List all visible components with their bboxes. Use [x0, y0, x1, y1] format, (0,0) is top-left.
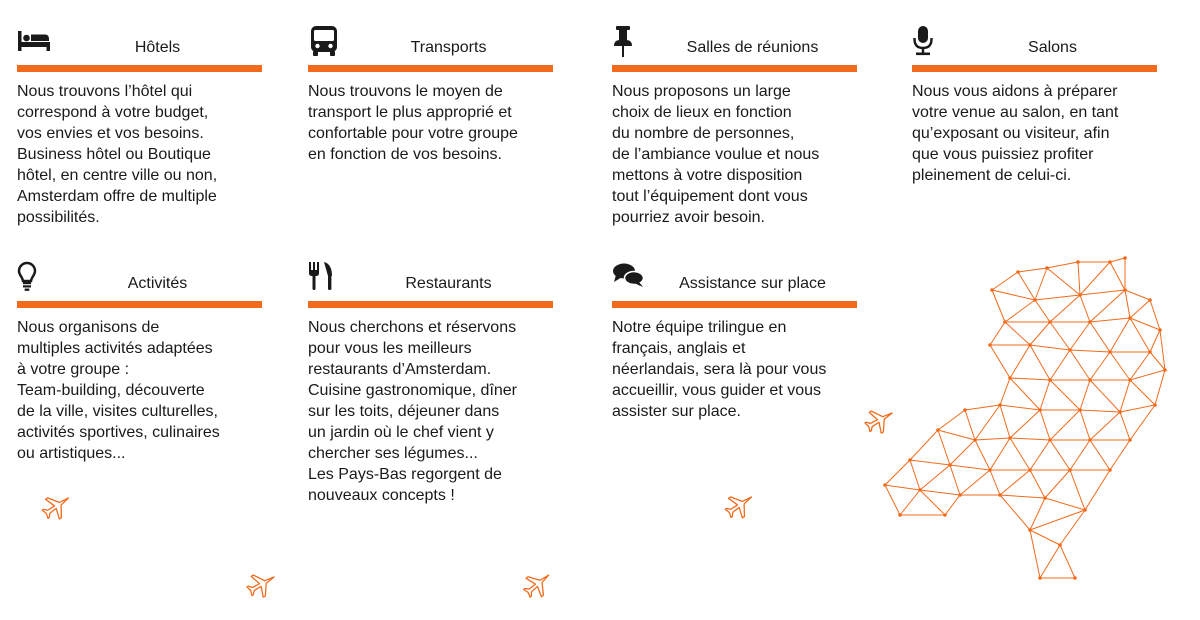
map-edge: [950, 465, 990, 470]
map-edge: [1030, 322, 1050, 345]
card-header: [912, 25, 1157, 65]
map-edge: [1030, 498, 1045, 530]
map-node: [1128, 378, 1132, 382]
map-edge: [1090, 380, 1120, 412]
map-edge: [1090, 290, 1125, 322]
map-node: [936, 428, 940, 432]
map-node: [1076, 260, 1080, 264]
map-node: [1068, 468, 1072, 472]
map-edge: [1150, 330, 1160, 352]
map-edge: [950, 440, 975, 465]
map-edge: [975, 438, 1010, 440]
card-header: [308, 25, 553, 65]
map-node: [1033, 298, 1037, 302]
bed-icon: [17, 25, 51, 59]
map-edge: [1130, 405, 1155, 440]
map-edge: [900, 490, 920, 515]
map-edge: [1005, 322, 1030, 345]
map-edge: [910, 430, 938, 460]
netherlands-network-map: [883, 256, 1167, 580]
map-edge: [945, 495, 960, 515]
map-node: [1008, 376, 1012, 380]
map-edge: [965, 410, 975, 440]
map-edge: [920, 490, 960, 495]
map-edge: [992, 290, 1035, 300]
map-edge: [1000, 378, 1010, 405]
map-node: [1048, 378, 1052, 382]
card-header: [308, 261, 553, 301]
map-edge: [885, 460, 910, 485]
map-edge: [1110, 318, 1130, 352]
map-node: [1148, 350, 1152, 354]
service-card-restaurants: [308, 261, 553, 506]
map-edge: [1030, 530, 1040, 578]
map-edge: [1010, 438, 1050, 440]
title-underline: [612, 65, 857, 72]
map-edge: [1110, 352, 1130, 380]
map-node: [918, 488, 922, 492]
map-node: [883, 483, 887, 487]
map-edge: [1090, 318, 1130, 322]
map-node: [1038, 576, 1042, 580]
map-node: [1128, 438, 1132, 442]
map-edge: [1110, 262, 1125, 290]
card-header: [17, 261, 262, 301]
map-node: [1148, 298, 1152, 302]
card-title: Activités: [127, 275, 188, 292]
map-edge: [1010, 378, 1050, 380]
map-edge: [1080, 410, 1090, 440]
map-edge: [938, 430, 975, 440]
card-description: Nous proposons un large choix de lieux en fonction du nombre de personnes, de l’ambiance voulue et nous mettons à votre disposition tout l’équipement dont vous pourriez avoir besoin.: [612, 83, 820, 226]
map-node: [988, 343, 992, 347]
map-edge: [1080, 380, 1090, 410]
card-description: Nous vous aidons à préparer votre venue au salon, en tant qu’exposant ou visiteur, afin que vous puissiez profiter pleinement de celui-ci.: [912, 83, 1119, 184]
map-edge: [1070, 322, 1090, 350]
map-edge: [1000, 405, 1040, 410]
map-edge: [1010, 378, 1040, 410]
map-edge: [990, 470, 1000, 495]
service-card-assistance-sur-place: [612, 261, 857, 422]
map-node: [1108, 468, 1112, 472]
map-node: [898, 513, 902, 517]
card-title: Transports: [410, 39, 487, 56]
map-edge: [1018, 272, 1035, 300]
lightbulb-icon: [17, 261, 51, 295]
map-edge: [990, 345, 1010, 378]
map-edge: [990, 322, 1005, 345]
airplane-icon: [721, 487, 758, 523]
map-edge: [1090, 322, 1110, 352]
map-edge: [1160, 330, 1165, 370]
map-edge: [1120, 405, 1155, 412]
map-node: [948, 463, 952, 467]
map-edge: [1080, 262, 1110, 295]
title-underline: [17, 65, 262, 72]
map-node: [1108, 350, 1112, 354]
map-edge: [1130, 318, 1150, 352]
map-edge: [1047, 268, 1080, 295]
map-edge: [1125, 290, 1130, 318]
map-edge: [1010, 345, 1030, 378]
card-title: Assistance sur place: [679, 275, 826, 292]
map-edge: [992, 290, 1005, 322]
map-edge: [1000, 495, 1045, 498]
map-node: [1048, 438, 1052, 442]
map-edge: [1130, 352, 1150, 380]
map-edge: [1030, 510, 1085, 530]
map-edge: [1090, 352, 1110, 380]
map-node: [998, 403, 1002, 407]
card-title: Hôtels: [134, 39, 181, 56]
map-node: [1083, 508, 1087, 512]
map-node: [1045, 266, 1049, 270]
map-edge: [1120, 412, 1130, 440]
pushpin-icon: [612, 25, 646, 59]
map-edge: [1155, 370, 1165, 405]
card-title: Restaurants: [405, 275, 492, 292]
service-card-salons: [912, 25, 1157, 186]
card-description: Nous organisons de multiples activités adaptées à votre groupe : Team-building, découverte de la ville, visites culturelles, activités sportives, culinaires ou artistiques...: [17, 319, 220, 462]
map-node: [1123, 256, 1127, 260]
map-edge: [1035, 300, 1050, 322]
map-edge: [965, 405, 1000, 410]
map-edge: [1030, 345, 1070, 350]
map-node: [1048, 320, 1052, 324]
map-edge: [990, 438, 1010, 470]
map-edge: [1050, 322, 1070, 350]
microphone-icon: [912, 25, 946, 59]
map-node: [1088, 378, 1092, 382]
map-edge: [1060, 545, 1075, 578]
card-header: [612, 25, 857, 65]
title-underline: [612, 301, 857, 308]
map-edge: [1080, 295, 1090, 322]
map-edge: [1150, 352, 1165, 370]
map-edge: [920, 465, 950, 490]
service-card-transports: [308, 25, 553, 165]
title-underline: [912, 65, 1157, 72]
map-edge: [975, 405, 1000, 440]
map-edge: [1080, 290, 1125, 295]
map-edge: [938, 410, 965, 430]
card-title: Salons: [1028, 39, 1077, 56]
airplane-icon: [519, 566, 556, 603]
map-edge: [910, 460, 920, 490]
map-node: [1088, 438, 1092, 442]
map-edge: [1060, 510, 1085, 545]
map-edge: [1040, 545, 1060, 578]
map-node: [1058, 543, 1062, 547]
map-edge: [975, 440, 990, 470]
map-node: [1038, 408, 1042, 412]
title-underline: [308, 65, 553, 72]
card-description: Notre équipe trilingue en français, anglais et néerlandais, sera là pour vous accueillir, vous guider et vous assister sur place.: [612, 319, 827, 420]
map-edge: [950, 465, 960, 495]
airplane-icon: [861, 403, 898, 438]
map-node: [1043, 496, 1047, 500]
map-edge: [920, 490, 945, 515]
map-node: [1028, 468, 1032, 472]
map-node: [1028, 343, 1032, 347]
fork-knife-icon: [308, 261, 342, 295]
map-edge: [1045, 498, 1085, 510]
map-edge: [1110, 440, 1130, 470]
title-underline: [17, 301, 262, 308]
map-node: [1123, 288, 1127, 292]
map-edge: [885, 485, 920, 490]
map-node: [1158, 328, 1162, 332]
map-edge: [1000, 405, 1010, 438]
service-card-salles-de-reunions: [612, 25, 857, 228]
map-node: [1128, 316, 1132, 320]
map-node: [1163, 368, 1167, 372]
map-edge: [1130, 370, 1165, 380]
map-edge: [1010, 438, 1030, 470]
map-edge: [1035, 295, 1080, 300]
card-description: Nous cherchons et réservons pour vous les meilleurs restaurants d’Amsterdam. Cuisine gastronomique, dîner sur les toits, déjeuner dans un jardin où le chef vient y chercher ses légumes... Les Pays-Bas regorgent de nouveaux concepts !: [308, 319, 518, 504]
map-edge: [1120, 380, 1130, 412]
map-edge: [1150, 300, 1160, 330]
map-edge: [938, 430, 950, 465]
map-node: [958, 493, 962, 497]
map-node: [1108, 260, 1112, 264]
map-edge: [1030, 345, 1050, 380]
map-node: [998, 493, 1002, 497]
map-edge: [1040, 410, 1050, 440]
map-edge: [1070, 470, 1085, 510]
map-edge: [1010, 410, 1040, 438]
map-edge: [1050, 440, 1070, 470]
service-card-activites: [17, 261, 262, 464]
map-edge: [1110, 258, 1125, 262]
map-edge: [1090, 440, 1110, 470]
airplane-icon: [38, 488, 75, 524]
map-edge: [1050, 350, 1070, 380]
map-edge: [1000, 495, 1030, 530]
map-node: [963, 408, 967, 412]
map-edge: [1047, 262, 1078, 268]
map-node: [1016, 270, 1020, 274]
map-node: [1078, 293, 1082, 297]
map-node: [1073, 576, 1077, 580]
map-edge: [1030, 440, 1050, 470]
map-edge: [1080, 410, 1120, 412]
map-edge: [1085, 470, 1110, 510]
card-description: Nous trouvons le moyen de transport le plus approprié et confortable pour votre groupe en fonction de vos besoins.: [308, 83, 518, 163]
map-edge: [1000, 470, 1030, 495]
service-card-hotels: [17, 25, 262, 228]
map-node: [908, 458, 912, 462]
map-edge: [1130, 300, 1150, 318]
map-edge: [1078, 262, 1080, 295]
map-node: [1028, 528, 1032, 532]
airplane-icon: [243, 567, 280, 602]
map-node: [990, 288, 994, 292]
card-title: Salles de réunions: [686, 39, 819, 56]
map-edge: [1070, 350, 1110, 352]
map-edge: [1050, 410, 1080, 440]
map-edge: [1090, 412, 1120, 440]
map-edge: [1050, 380, 1080, 410]
map-node: [1008, 436, 1012, 440]
map-edge: [910, 460, 950, 465]
title-underline: [308, 301, 553, 308]
map-edge: [960, 470, 990, 495]
map-edge: [1070, 350, 1090, 380]
map-edge: [1050, 295, 1080, 322]
map-edge: [1130, 380, 1155, 405]
map-node: [1118, 410, 1122, 414]
card-header: [17, 25, 262, 65]
card-header: [612, 261, 857, 301]
map-edge: [1070, 440, 1090, 470]
map-edge: [1045, 470, 1070, 498]
card-description: Nous trouvons l’hôtel qui correspond à votre budget, vos envies et vos besoins. Business hôtel ou Boutique hôtel, en centre ville ou non, Amsterdam offre de multiple possibilités.: [17, 83, 218, 226]
map-node: [1088, 320, 1092, 324]
map-node: [1078, 408, 1082, 412]
map-edge: [1040, 380, 1050, 410]
map-edge: [992, 272, 1018, 290]
map-edge: [1035, 268, 1047, 300]
map-edge: [885, 485, 900, 515]
map-node: [973, 438, 977, 442]
map-node: [943, 513, 947, 517]
speech-bubbles-icon: [612, 261, 646, 295]
map-node: [1153, 403, 1157, 407]
map-edge: [1030, 470, 1045, 498]
map-edge: [1005, 300, 1035, 322]
map-edge: [1130, 318, 1160, 330]
map-edge: [1018, 268, 1047, 272]
map-edge: [1030, 530, 1060, 545]
map-node: [988, 468, 992, 472]
map-node: [1003, 320, 1007, 324]
map-node: [1068, 348, 1072, 352]
map-edge: [1125, 290, 1150, 300]
bus-icon: [308, 25, 342, 59]
